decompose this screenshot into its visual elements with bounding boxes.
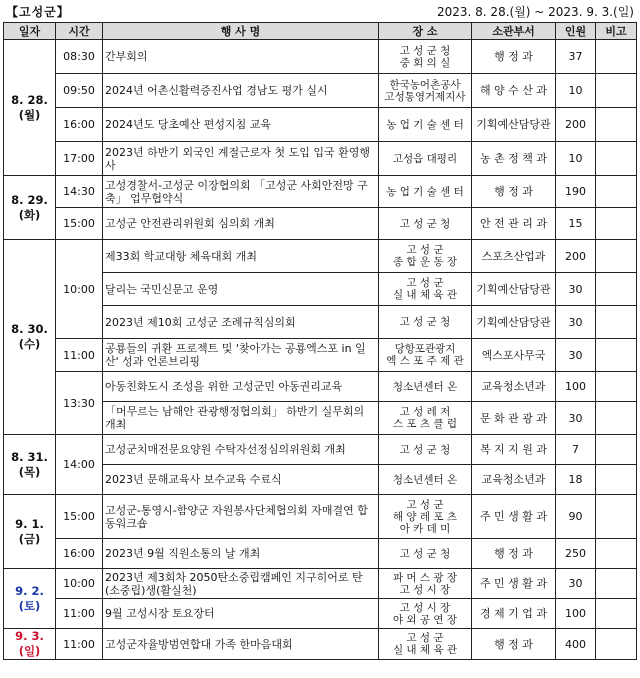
- time-cell: 10:00: [56, 569, 103, 599]
- place-line: 농 업 기 술 센 터: [386, 185, 464, 198]
- place-line: 고 성 군 청: [399, 316, 451, 328]
- place-line: 고성통영거제지사: [384, 90, 466, 103]
- time-cell: 09:50: [56, 74, 103, 108]
- schedule-table: [3, 22, 637, 660]
- dept-cell: 해 양 수 산 과: [472, 74, 556, 108]
- weekday-label: (수): [18, 337, 41, 351]
- event-cell: 아동친화도시 조성을 위한 고성군민 아동권리교육: [103, 372, 379, 402]
- time-cell: 13:30: [56, 372, 103, 435]
- note-cell: [596, 176, 637, 208]
- table-row: [4, 435, 637, 465]
- place-cell: [379, 539, 472, 569]
- note-cell: [596, 569, 637, 599]
- time-cell: 08:30: [56, 40, 103, 74]
- note-cell: [596, 40, 637, 74]
- place-line: 고 성 시 장: [399, 583, 451, 596]
- place-line: 고 성 군 청: [399, 443, 451, 456]
- place-cell: [379, 569, 472, 599]
- event-cell: 고성군치매전문요양원 수탁자선정심의위원회 개최: [103, 435, 379, 465]
- event-cell: 간부회의: [103, 40, 379, 74]
- time-cell: 15:00: [56, 208, 103, 240]
- time-cell: 11:00: [56, 339, 103, 372]
- place-line: 엑 스 포 주 제 관: [386, 355, 464, 367]
- event-cell: 2024년 어촌신활력증진사업 경남도 평가 실시: [103, 74, 379, 108]
- dept-cell: 문 화 관 광 과: [472, 402, 556, 435]
- place-line: 당항포관광지: [394, 343, 456, 355]
- note-cell: [596, 74, 637, 108]
- place-cell: [379, 465, 472, 495]
- dept-cell: 기획예산담당관: [472, 273, 556, 306]
- date-range: 2023. 8. 28.(월) ~ 2023. 9. 3.(일): [437, 5, 634, 19]
- note-cell: [596, 108, 637, 142]
- place-line: 고 성 시 장: [399, 601, 451, 614]
- place-line: 청소년센터 온: [392, 380, 458, 393]
- dept-cell: 기획예산담당관: [472, 108, 556, 142]
- place-line: 고 성 군 청: [399, 217, 451, 230]
- event-cell: 9월 고성시장 토요장터: [103, 599, 379, 629]
- time-cell: 14:30: [56, 176, 103, 208]
- place-line: 실 내 체 육 관: [392, 644, 458, 656]
- event-cell: 2024년도 당초예산 편성지침 교육: [103, 108, 379, 142]
- weekday-label: (목): [18, 464, 41, 479]
- place-line: 실 내 체 육 관: [392, 289, 458, 301]
- dept-cell: 교육청소년과: [472, 372, 556, 402]
- table-row: [4, 240, 637, 273]
- table-row: [4, 40, 637, 74]
- count-cell: 30: [556, 306, 596, 339]
- place-cell: [379, 435, 472, 465]
- place-cell: [379, 402, 472, 435]
- dept-cell: 행 정 과: [472, 40, 556, 74]
- col-event: 행 사 명: [103, 23, 379, 40]
- date-cell: [4, 176, 56, 240]
- place-cell: [379, 208, 472, 240]
- col-date: 일자: [4, 23, 56, 40]
- count-cell: 37: [556, 40, 596, 74]
- dept-cell: 행 정 과: [472, 629, 556, 660]
- count-cell: 30: [556, 402, 596, 435]
- col-dept: 소관부서: [472, 23, 556, 40]
- count-cell: 30: [556, 273, 596, 306]
- event-cell: 「머무르는 남해안 관광행정협의회」 하반기 실무회의 개최: [103, 402, 379, 435]
- dept-cell: 복 지 지 원 과: [472, 435, 556, 465]
- place-line: 종 합 운 동 장: [392, 256, 458, 268]
- event-cell: 고성군-통영시-함양군 자원봉사단체협의회 자매결연 합동워크숍: [103, 495, 379, 539]
- count-cell: 200: [556, 240, 596, 273]
- place-line: 고 성 군 청: [399, 547, 451, 560]
- time-cell: 14:00: [56, 435, 103, 495]
- time-cell: 16:00: [56, 539, 103, 569]
- place-line: 청소년센터 온: [392, 473, 458, 486]
- place-cell: [379, 339, 472, 372]
- note-cell: [596, 495, 637, 539]
- table-row: [4, 176, 637, 208]
- note-cell: [596, 435, 637, 465]
- event-cell: 고성군자율방범연합대 가족 한마음대회: [103, 629, 379, 660]
- table-row: [4, 142, 637, 176]
- col-note: 비고: [596, 23, 637, 40]
- note-cell: [596, 339, 637, 372]
- date-label: 9. 2.: [15, 583, 44, 598]
- place-line: 고 성 군: [406, 244, 444, 256]
- count-cell: 10: [556, 142, 596, 176]
- table-row: [4, 74, 637, 108]
- event-cell: 고성경찰서-고성군 이장협의회 「고성군 사회안전망 구축」 업무협약식: [103, 176, 379, 208]
- place-line: 중 회 의 실: [399, 56, 451, 69]
- date-cell: [4, 495, 56, 569]
- weekday-label: (화): [18, 207, 41, 222]
- place-line: 스 포 츠 클 럽: [392, 418, 458, 430]
- time-cell: 11:00: [56, 599, 103, 629]
- note-cell: [596, 465, 637, 495]
- place-line: 아 카 데 미: [399, 522, 451, 535]
- place-cell: [379, 176, 472, 208]
- date-cell: [4, 40, 56, 176]
- document-title: 【고성군】: [6, 5, 70, 19]
- count-cell: 90: [556, 495, 596, 539]
- weekday-label: (토): [18, 598, 41, 613]
- dept-cell: 농 촌 정 책 과: [472, 142, 556, 176]
- count-cell: 30: [556, 569, 596, 599]
- place-line: 고 성 군: [406, 498, 444, 511]
- note-cell: [596, 372, 637, 402]
- place-cell: [379, 599, 472, 629]
- date-label: 8. 28.: [11, 92, 48, 107]
- place-cell: [379, 629, 472, 660]
- dept-cell: 주 민 생 활 과: [472, 569, 556, 599]
- place-line: 고 성 군: [406, 632, 444, 644]
- col-place: 장 소: [379, 23, 472, 40]
- table-row: [4, 495, 637, 539]
- date-cell: [4, 629, 56, 660]
- event-cell: 공룡들의 귀환 프로젝트 및 '찾아가는 공룡엑스포 in 일산' 성과 언론브리핑: [103, 339, 379, 372]
- note-cell: [596, 599, 637, 629]
- time-cell: 10:00: [56, 240, 103, 339]
- time-cell: 11:00: [56, 629, 103, 660]
- place-line: 해 양 레 포 츠: [392, 510, 458, 523]
- count-cell: 18: [556, 465, 596, 495]
- time-cell: 16:00: [56, 108, 103, 142]
- place-cell: [379, 240, 472, 273]
- event-cell: 제33회 학교대항 체육대회 개최: [103, 240, 379, 273]
- dept-cell: 안 전 관 리 과: [472, 208, 556, 240]
- count-cell: 15: [556, 208, 596, 240]
- place-cell: [379, 372, 472, 402]
- place-cell: [379, 108, 472, 142]
- place-line: 고 성 레 저: [399, 406, 451, 418]
- note-cell: [596, 629, 637, 660]
- dept-cell: 기획예산담당관: [472, 306, 556, 339]
- count-cell: 250: [556, 539, 596, 569]
- weekday-label: (금): [18, 531, 41, 546]
- dept-cell: 행 정 과: [472, 539, 556, 569]
- dept-cell: 행 정 과: [472, 176, 556, 208]
- place-cell: [379, 273, 472, 306]
- place-line: 한국농어촌공사: [389, 78, 461, 91]
- event-cell: 2023년 제3회차 2050탄소중립캠페인 지구히어로 탄(소중립)생(활실천): [103, 569, 379, 599]
- place-cell: [379, 306, 472, 339]
- date-label: 9. 3.: [15, 629, 44, 643]
- date-label: 9. 1.: [15, 516, 44, 531]
- col-time: 시간: [56, 23, 103, 40]
- date-label: 8. 31.: [11, 449, 48, 464]
- date-cell: [4, 569, 56, 629]
- event-cell: 달리는 국민신문고 운영: [103, 273, 379, 306]
- count-cell: 10: [556, 74, 596, 108]
- date-label: 8. 30.: [11, 322, 48, 336]
- table-row: [4, 599, 637, 629]
- count-cell: 30: [556, 339, 596, 372]
- event-cell: 2023년 하반기 외국인 계절근로자 첫 도입 입국 환영행사: [103, 142, 379, 176]
- dept-cell: 주 민 생 활 과: [472, 495, 556, 539]
- dept-cell: 스포츠산업과: [472, 240, 556, 273]
- weekday-label: (월): [18, 107, 41, 122]
- table-row: [4, 339, 637, 372]
- note-cell: [596, 402, 637, 435]
- count-cell: 200: [556, 108, 596, 142]
- table-header-row: [4, 23, 637, 40]
- place-cell: [379, 495, 472, 539]
- event-cell: 2023년 문해교육사 보수교육 수료식: [103, 465, 379, 495]
- note-cell: [596, 208, 637, 240]
- count-cell: 190: [556, 176, 596, 208]
- time-cell: 17:00: [56, 142, 103, 176]
- note-cell: [596, 142, 637, 176]
- dept-cell: 교육청소년과: [472, 465, 556, 495]
- place-cell: [379, 40, 472, 74]
- count-cell: 7: [556, 435, 596, 465]
- table-row: [4, 539, 637, 569]
- col-count: 인원: [556, 23, 596, 40]
- note-cell: [596, 306, 637, 339]
- dept-cell: 경 제 기 업 과: [472, 599, 556, 629]
- count-cell: 100: [556, 599, 596, 629]
- count-cell: 100: [556, 372, 596, 402]
- place-cell: [379, 74, 472, 108]
- count-cell: 400: [556, 629, 596, 660]
- place-line: 파 머 스 광 장: [392, 571, 458, 584]
- note-cell: [596, 539, 637, 569]
- table-row: [4, 108, 637, 142]
- time-cell: 15:00: [56, 495, 103, 539]
- weekday-label: (일): [18, 644, 41, 658]
- note-cell: [596, 273, 637, 306]
- place-line: 고성읍 대평리: [392, 152, 458, 165]
- date-cell: [4, 435, 56, 495]
- event-cell: 2023년 제10회 고성군 조례규칙심의회: [103, 306, 379, 339]
- note-cell: [596, 240, 637, 273]
- table-row: [4, 629, 637, 660]
- place-line: 야 외 공 연 장: [392, 613, 458, 626]
- dept-cell: 엑스포사무국: [472, 339, 556, 372]
- place-line: 고 성 군 청: [399, 44, 451, 57]
- event-cell: 고성군 안전관리위원회 심의회 개최: [103, 208, 379, 240]
- table-row: [4, 372, 637, 402]
- document-header: [0, 0, 640, 22]
- date-cell: [4, 240, 56, 435]
- place-line: 농 업 기 술 센 터: [386, 118, 464, 131]
- event-cell: 2023년 9월 직원소통의 날 개최: [103, 539, 379, 569]
- table-row: [4, 208, 637, 240]
- place-cell: [379, 142, 472, 176]
- place-line: 고 성 군: [406, 277, 444, 289]
- date-label: 8. 29.: [11, 192, 48, 207]
- table-row: [4, 569, 637, 599]
- schedule-body: [4, 40, 637, 660]
